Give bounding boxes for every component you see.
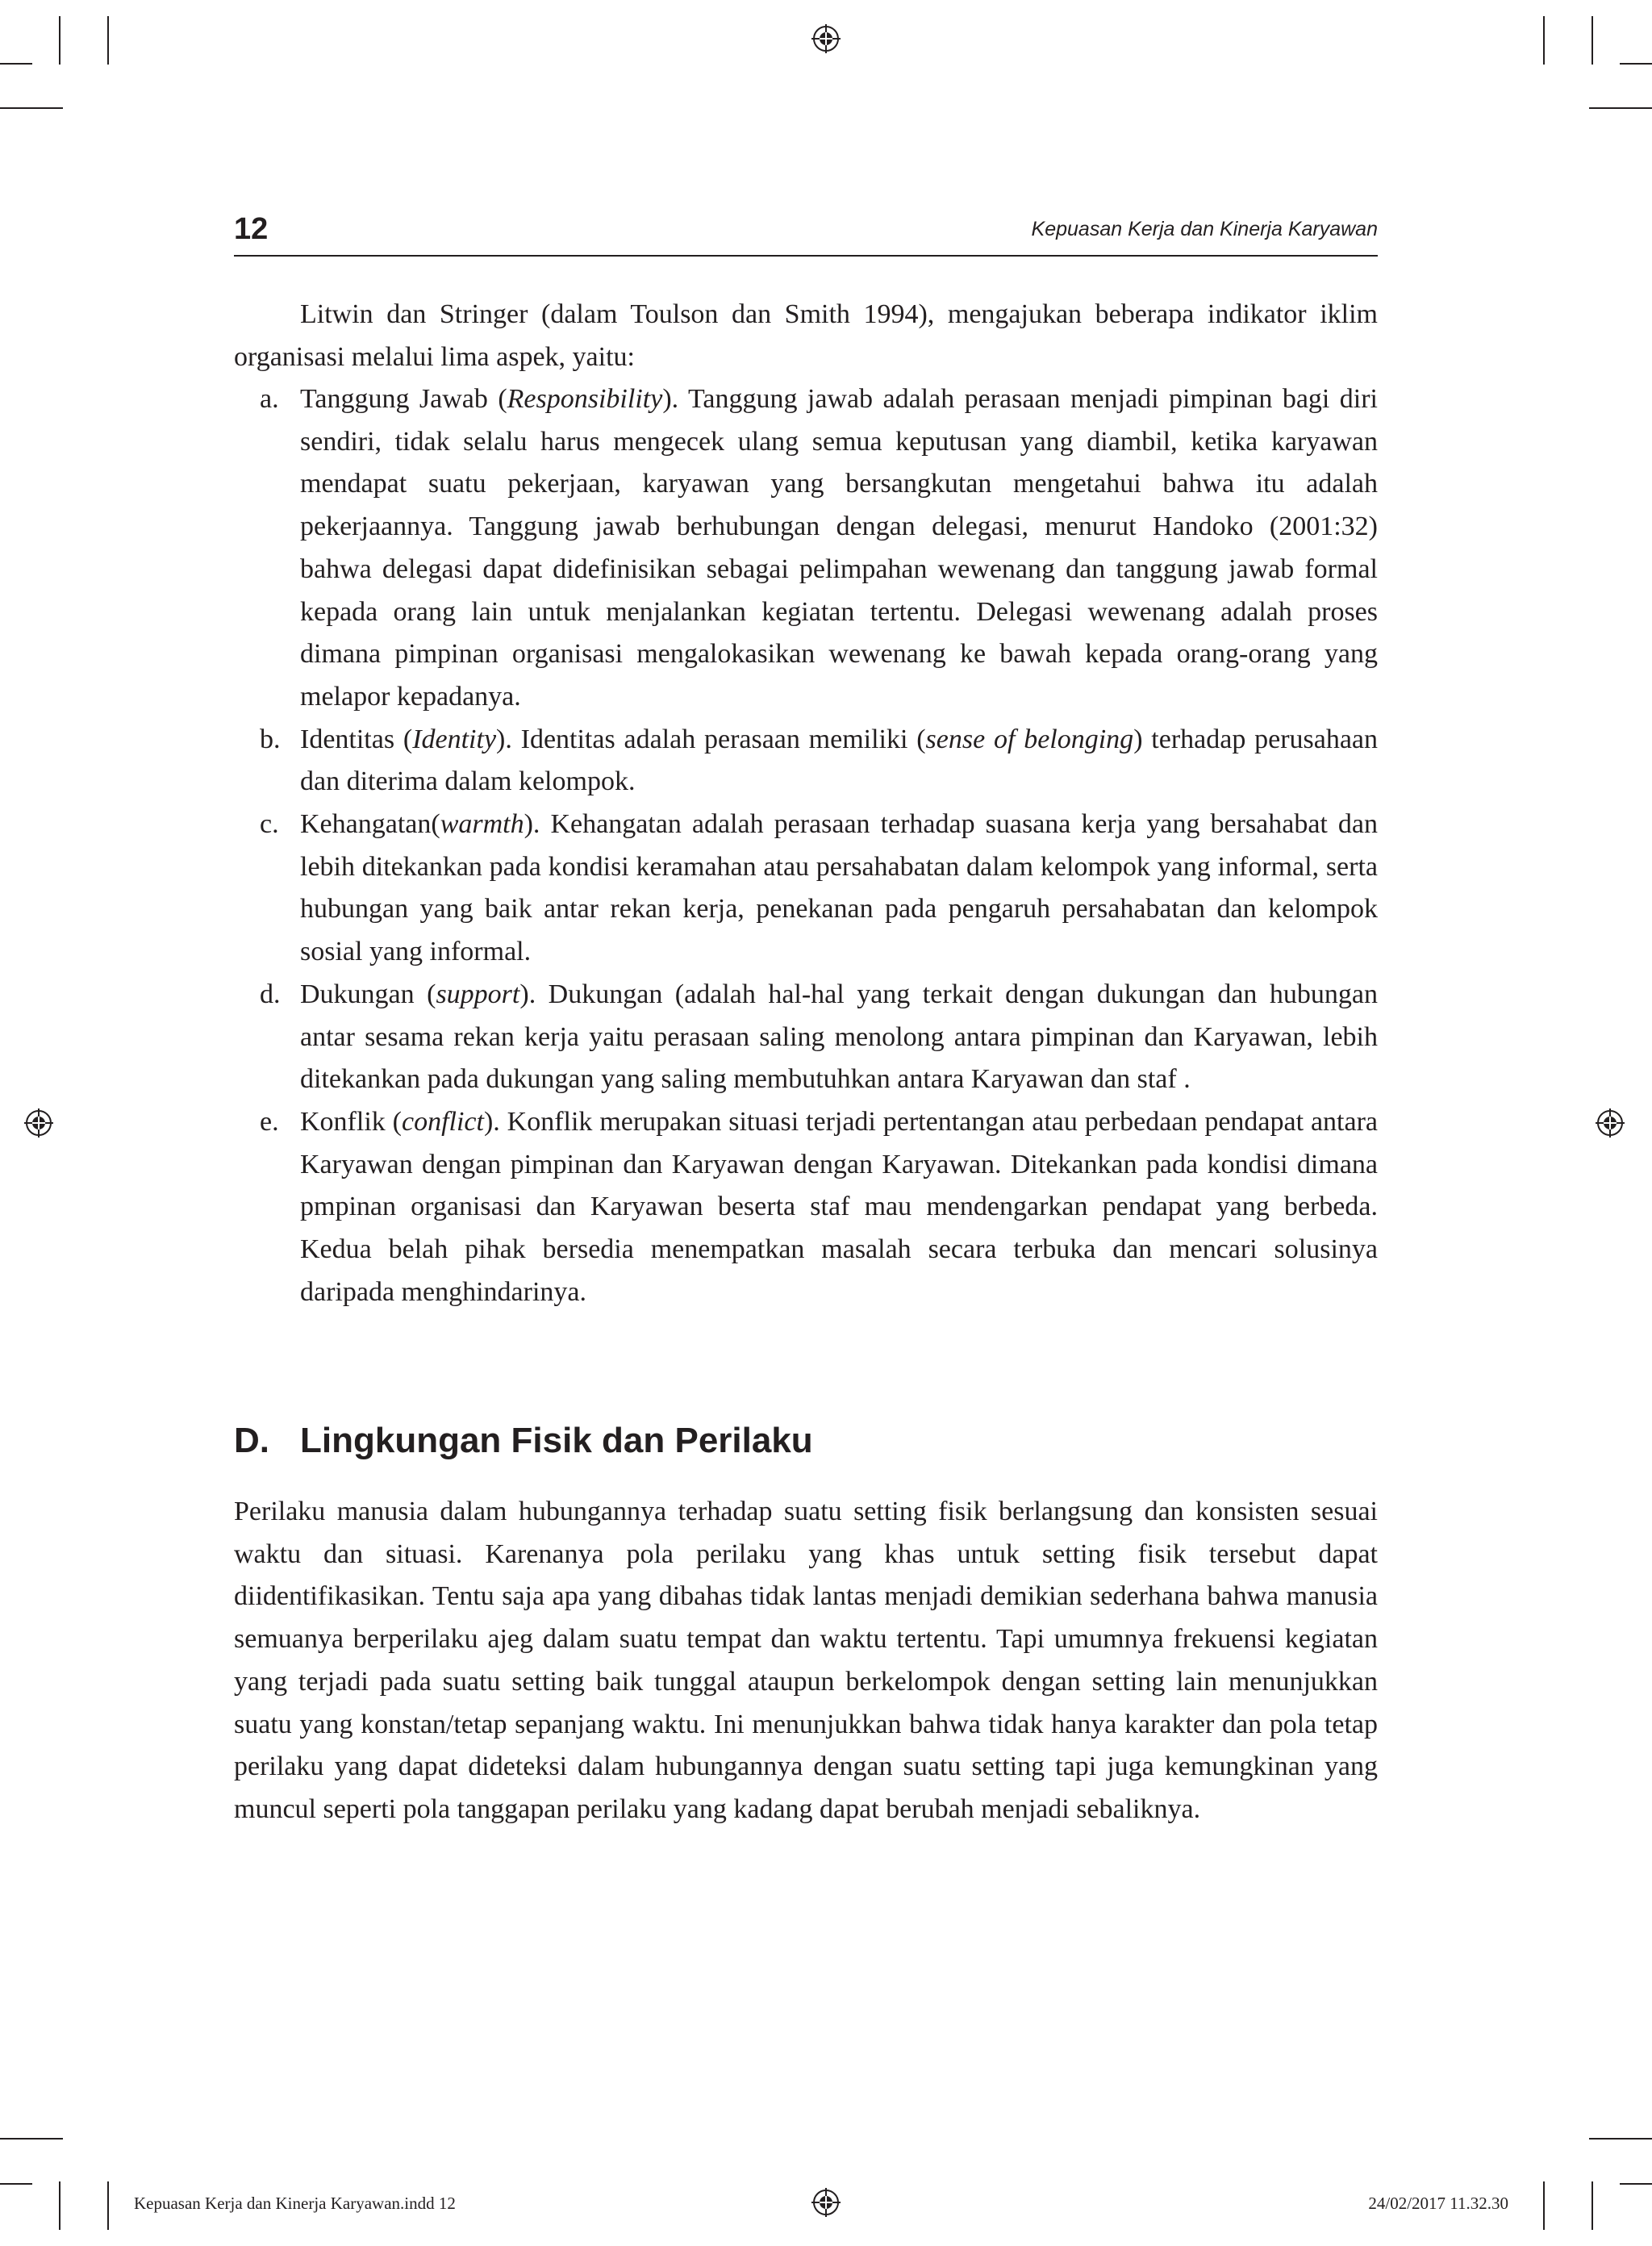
crop-mark-top-right-h1 — [1620, 63, 1652, 65]
page-number: 12 — [234, 212, 269, 246]
page-header — [234, 208, 1378, 257]
list-item-lead: Tanggung Jawab ( — [300, 384, 507, 414]
list-item-label: e. — [260, 1106, 279, 1137]
list-item-text: ). Konflik merupakan situasi terjadi pertentangan atau perbedaan pendapat antara Karyawan dengan pimpinan dan Karyawan dengan Karyawan. Ditekankan pada kondisi dimana pmpinan organisasi dan Karyawan beserta staf mau mendengarkan pendapat yang berbeda. Kedua belah pihak bersedia menempatkan masalah secara terbuka dan mencari solusinya daripada menghindarinya. — [300, 1106, 1378, 1307]
list-item-lead: Konflik ( — [300, 1106, 402, 1137]
list-item-lead: Kehangatan( — [300, 809, 440, 840]
registration-target-icon — [811, 2188, 841, 2217]
list-item-term: conflict — [401, 1106, 484, 1137]
crop-mark-top-left-h2 — [0, 107, 63, 109]
list-item — [234, 1101, 1378, 1314]
crop-mark-top-left-h1 — [0, 63, 32, 65]
footer-timestamp: 24/02/2017 11.32.30 — [1368, 2194, 1508, 2213]
crop-mark-bottom-right-h1 — [1589, 2138, 1652, 2140]
list-item-label: c. — [260, 809, 279, 840]
crop-mark-bottom-right-v1 — [1543, 2181, 1545, 2230]
section-title: Lingkungan Fisik dan Perilaku — [300, 1421, 813, 1460]
registration-target-icon — [1596, 1108, 1625, 1138]
crop-mark-bottom-left-h2 — [0, 2183, 32, 2185]
list-item-text: ). Dukungan (adalah hal-hal yang terkait dengan dukungan dan hubungan antar sesama rekan kerja yaitu perasaan saling menolong antara pimpinan dan Karyawan, lebih ditekankan pada dukungan yang saling membutuhkan antara Karyawan dan staf . — [300, 979, 1378, 1095]
list-item-label: d. — [260, 979, 281, 1009]
registration-target-icon — [811, 24, 841, 53]
crop-mark-bottom-right-h2 — [1620, 2183, 1652, 2185]
crop-mark-top-right-h2 — [1589, 107, 1652, 109]
list-item-text: ) terhadap perusahaan dan diterima dalam kelompok. — [300, 724, 1379, 797]
section-number: D. — [234, 1421, 269, 1460]
list-item — [234, 378, 1378, 719]
list-item-term: Identity — [412, 724, 497, 754]
list-item — [234, 974, 1378, 1101]
indicator-list — [234, 378, 1378, 1313]
list-item-text: ). Kehangatan adalah perasaan terhadap suasana kerja yang bersahabat dan lebih ditekankan pada kondisi keramahan atau persahabatan dalam kelompok yang informal, serta hubungan yang baik antar rekan kerja, penekanan pada pengaruh persahabatan dan kelompok sosial yang informal. — [300, 809, 1378, 967]
crop-mark-bottom-left-h1 — [0, 2138, 63, 2140]
running-title: Kepuasan Kerja dan Kinerja Karyawan — [1031, 218, 1378, 240]
list-item-label: b. — [260, 724, 281, 754]
crop-mark-top-right-v1 — [1592, 16, 1593, 65]
crop-mark-bottom-right-v2 — [1592, 2181, 1593, 2230]
section-paragraph: Perilaku manusia dalam hubungannya terhadap suatu setting fisik berlangsung dan konsisten sesuai waktu dan situasi. Karenanya pola perilaku yang khas untuk setting fisik tersebut dapat diidentifikasikan. Tentu saja apa yang dibahas tidak lantas menjadi demikian sederhana bahwa manusia semuanya berperilaku ajeg dalam suatu tempat dan waktu tertentu. Tapi umumnya frekuensi kegiatan yang terjadi pada suatu setting baik tunggal ataupun berkelompok dengan setting lain menunjukkan suatu yang konstan/tetap sepanjang waktu. Ini menunjukkan bahwa tidak hanya karakter dan pola tetap perilaku yang dapat dideteksi dalam hubungannya dengan suatu setting tapi juga kemungkinan yang muncul seperti pola tanggapan perilaku yang kadang dapat berubah menjadi sebaliknya. — [234, 1497, 1378, 1824]
list-item-term: Responsibility — [507, 384, 663, 414]
footer-file-name: Kepuasan Kerja dan Kinerja Karyawan.indd 12 — [134, 2194, 456, 2213]
crop-mark-bottom-left-v1 — [59, 2181, 60, 2230]
crop-mark-bottom-left-v2 — [107, 2181, 109, 2230]
crop-mark-top-right-v2 — [1543, 16, 1545, 65]
list-item-lead: Identitas ( — [300, 724, 413, 754]
list-item-text: ). Tanggung jawab adalah perasaan menjadi pimpinan bagi diri sendiri, tidak selalu harus mengecek ulang semua keputusan yang diambil, ketika karyawan mendapat suatu pekerjaan, karyawan yang bersangkutan mengetahui bahwa itu adalah pekerjaannya. Tanggung jawab berhubungan dengan delegasi, menurut Handoko (2001:32) bahwa delegasi dapat didefinisikan sebagai pelimpahan wewenang dan tanggung jawab formal kepada orang lain untuk menjalankan kegiatan tertentu. Delegasi wewenang adalah proses dimana pimpinan organisasi mengalokasikan wewenang ke bawah kepada orang-orang yang melapor kepadanya. — [300, 384, 1379, 712]
crop-mark-top-left-v1 — [59, 16, 60, 65]
registration-target-icon — [24, 1108, 53, 1138]
section-heading — [234, 1417, 1378, 1465]
crop-mark-top-left-v2 — [107, 16, 109, 65]
intro-paragraph: Litwin dan Stringer (dalam Toulson dan Smith 1994), mengajukan beberapa indikator iklim organisasi melalui lima aspek, yaitu: — [234, 299, 1378, 372]
list-item-term: sense of belonging — [925, 724, 1134, 754]
list-item-term: support — [436, 979, 520, 1009]
list-item — [234, 719, 1378, 804]
list-item — [234, 804, 1378, 974]
list-item-term: warmth — [440, 809, 524, 840]
list-item-mid: ). Identitas adalah perasaan memiliki ( — [496, 724, 926, 754]
list-item-lead: Dukungan ( — [300, 979, 436, 1009]
list-item-label: a. — [260, 384, 279, 414]
